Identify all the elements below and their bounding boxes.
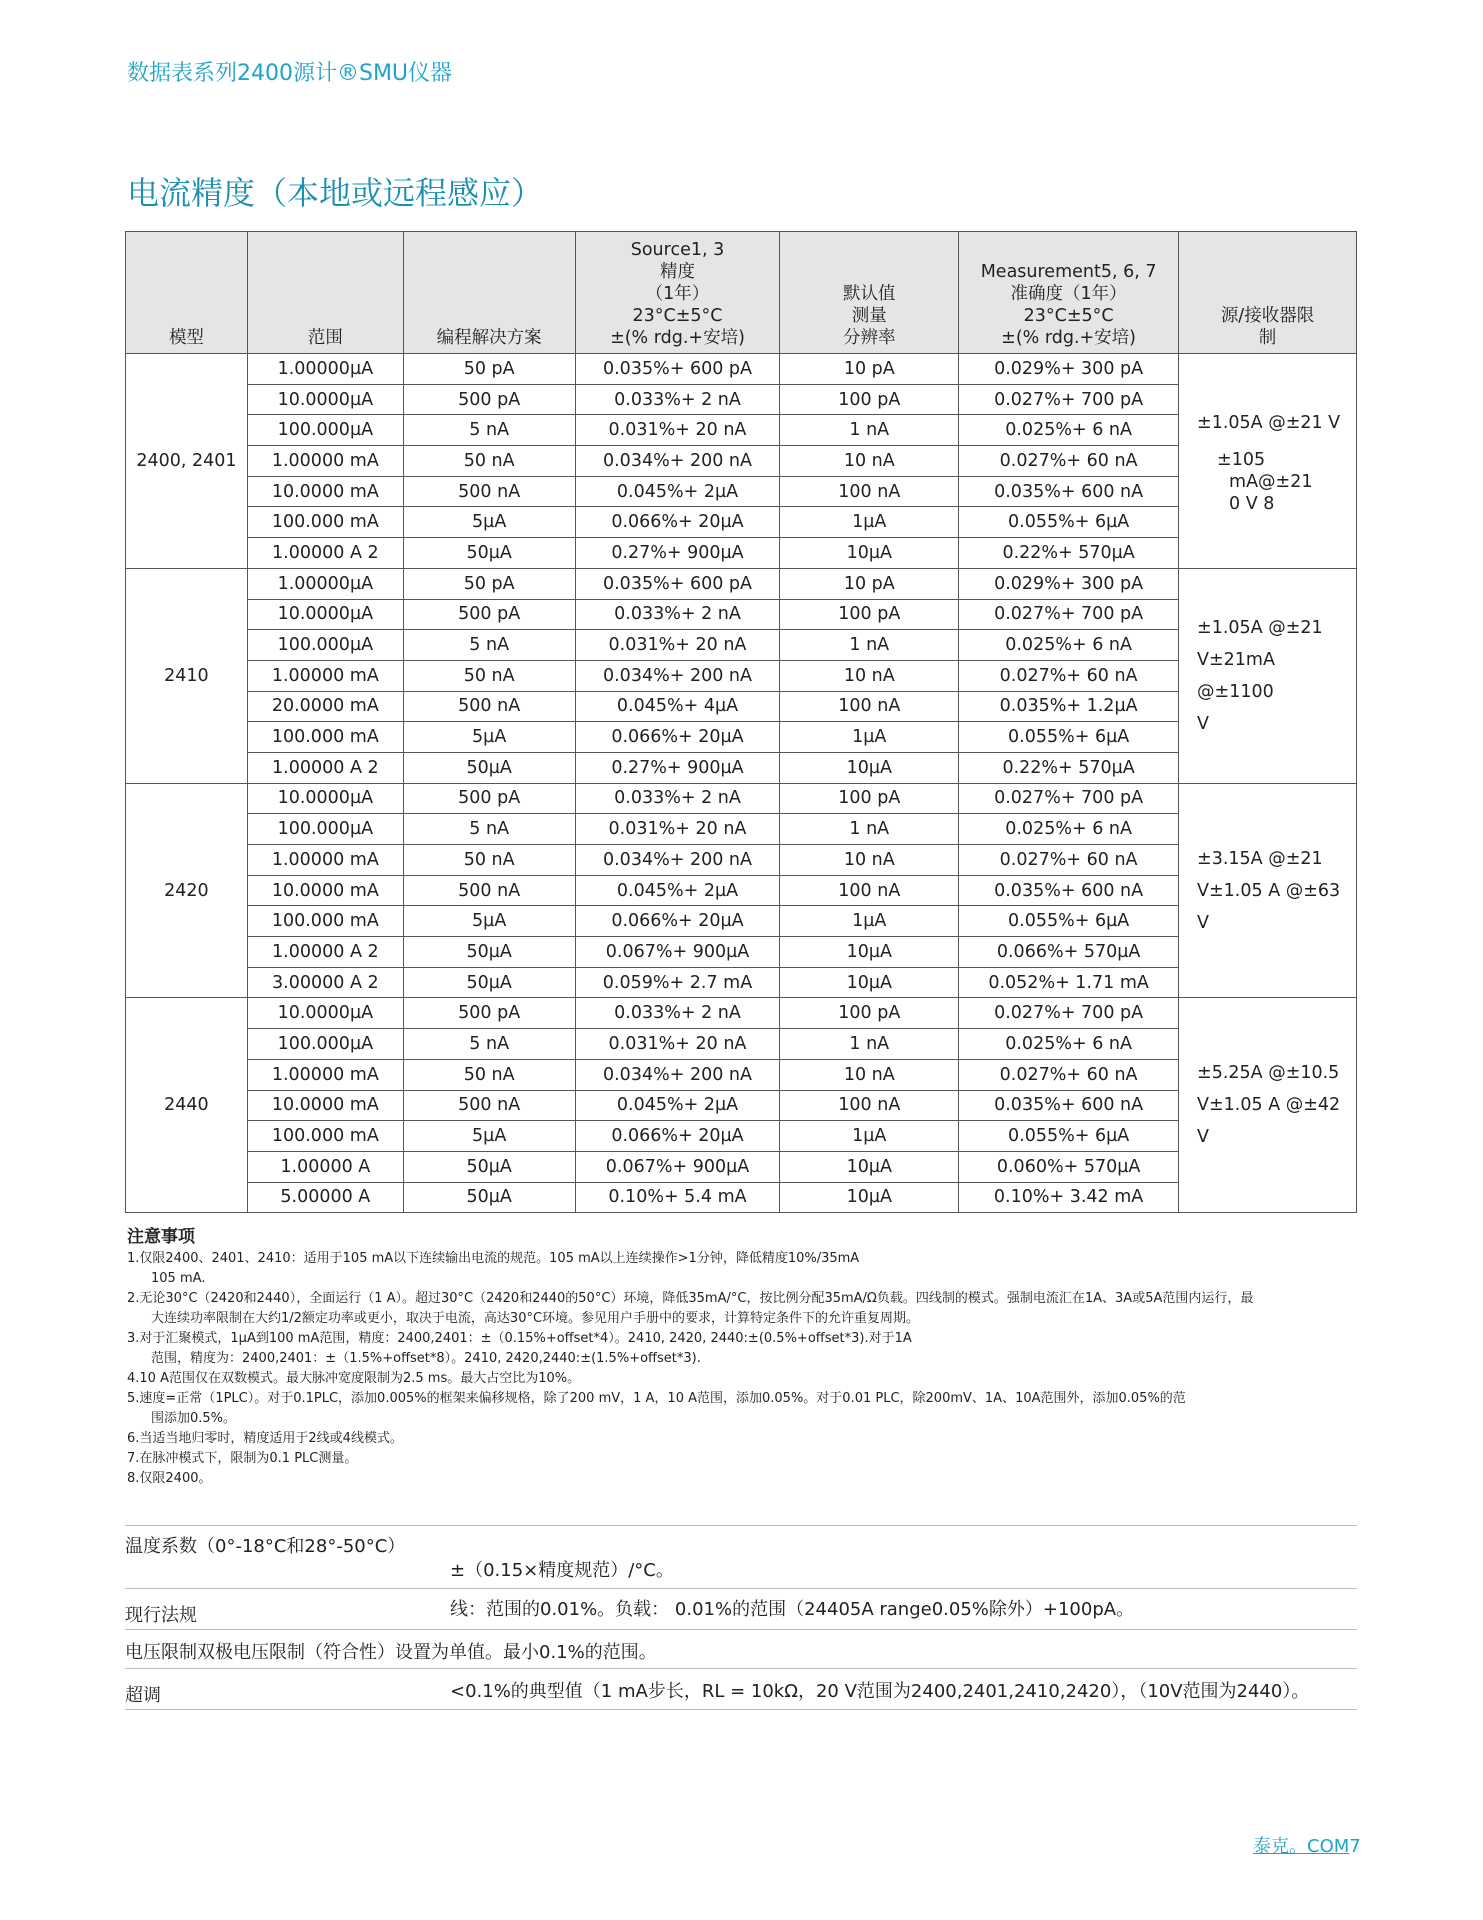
default-resolution-cell: 1µA [780,1121,959,1152]
default-resolution-cell: 100 pA [780,783,959,814]
resolution-cell: 50 nA [403,845,575,876]
resolution-cell: 5 nA [403,1029,575,1060]
default-resolution-cell: 100 pA [780,384,959,415]
note-line: 围添加0.5%。 [151,1411,237,1426]
resolution-cell: 5 nA [403,630,575,661]
range-cell: 1.00000 A 2 [247,538,403,569]
measurement-accuracy-cell: 0.027%+ 60 nA [959,446,1179,477]
spec-row [125,1588,1357,1629]
default-resolution-cell: 10µA [780,1151,959,1182]
resolution-cell: 5 nA [403,814,575,845]
resolution-cell: 500 pA [403,998,575,1029]
range-cell: 20.0000 mA [247,691,403,722]
source-accuracy-cell: 0.033%+ 2 nA [575,783,780,814]
spec-label: 超调 [125,1685,161,1706]
range-cell: 1.00000 mA [247,660,403,691]
source-accuracy-cell: 0.031%+ 20 nA [575,814,780,845]
model-cell: 2400, 2401 [126,354,248,569]
spec-label: 温度系数（0°-18°C和28°-50°C） [125,1536,406,1557]
source-sink-limit-cell [1179,354,1357,569]
limit-line: 0 V 8 [1229,493,1275,514]
header-resolution: 编程解决方案 [403,232,575,354]
table-row [126,630,1357,661]
resolution-cell: 50µA [403,538,575,569]
default-resolution-cell: 1 nA [780,814,959,845]
doc-header: 数据表系列2400源计®SMU仪器 [127,61,453,86]
default-resolution-cell: 100 nA [780,875,959,906]
source-accuracy-cell: 0.045%+ 2µA [575,875,780,906]
default-resolution-cell: 100 nA [780,476,959,507]
default-resolution-cell: 10 pA [780,354,959,385]
resolution-cell: 50µA [403,967,575,998]
default-resolution-cell: 10 nA [780,845,959,876]
default-resolution-cell: 10 nA [780,446,959,477]
resolution-cell: 500 nA [403,691,575,722]
resolution-cell: 50 nA [403,660,575,691]
limit-line: ±1.05A @±21 [1197,617,1323,638]
range-cell: 1.00000 mA [247,845,403,876]
table-row [126,875,1357,906]
table-row [126,814,1357,845]
resolution-cell: 5µA [403,722,575,753]
resolution-cell: 50µA [403,752,575,783]
measurement-accuracy-cell: 0.035%+ 1.2µA [959,691,1179,722]
measurement-accuracy-cell: 0.025%+ 6 nA [959,814,1179,845]
note-line: 2.无论30°C（2420和2440），全面运行（1 A）。超过30°C（2420和2440的50°C）环境，降低35mA/°C，按比例分配35mA/Ω负载。四线制的模式。强制电流汇在1A、3A或5A范围内运行，最 [127,1291,1254,1306]
source-accuracy-cell: 0.031%+ 20 nA [575,1029,780,1060]
table-row [126,354,1357,385]
limit-line: ±105 [1217,449,1266,470]
table-body [126,354,1357,1213]
limit-line: V±1.05 A @±42 [1197,1095,1341,1116]
measurement-accuracy-cell: 0.027%+ 60 nA [959,660,1179,691]
note-line: 7.在脉冲模式下，限制为0.1 PLC测量。 [127,1451,358,1466]
source-accuracy-cell: 0.066%+ 20µA [575,1121,780,1152]
source-sink-limit-cell [1179,568,1357,783]
table-row [126,599,1357,630]
resolution-cell: 50 pA [403,354,575,385]
range-cell: 10.0000 mA [247,476,403,507]
table-row [126,568,1357,599]
table-row [126,967,1357,998]
range-cell: 10.0000 mA [247,1090,403,1121]
source-accuracy-cell: 0.031%+ 20 nA [575,415,780,446]
notes-list [127,1249,1357,1489]
table-row [126,446,1357,477]
resolution-cell: 50µA [403,1182,575,1213]
measurement-accuracy-cell: 0.055%+ 6µA [959,722,1179,753]
header-model: 模型 [126,232,248,354]
table-row [126,538,1357,569]
measurement-accuracy-cell: 0.22%+ 570µA [959,538,1179,569]
table-row [126,384,1357,415]
spec-value: 线：范围的0.01%。负载： 0.01%的范围（24405A range0.05%除外）+100pA。 [450,1599,1135,1620]
note-line: 4.10 A范围仅在双数模式。最大脉冲宽度限制为2.5 ms。最大占空比为10%。 [127,1371,581,1386]
default-resolution-cell: 1µA [780,906,959,937]
model-cell: 2420 [126,783,248,998]
additional-specs [125,1525,1357,1710]
default-resolution-cell: 10 pA [780,568,959,599]
header-source: Source1, 3 精度 （1年） 23°C±5°C ±(% rdg.+安培) [575,232,780,354]
source-accuracy-cell: 0.035%+ 600 pA [575,568,780,599]
resolution-cell: 5 nA [403,415,575,446]
source-accuracy-cell: 0.10%+ 5.4 mA [575,1182,780,1213]
source-accuracy-cell: 0.27%+ 900µA [575,538,780,569]
resolution-cell: 50 nA [403,446,575,477]
range-cell: 1.00000 A 2 [247,752,403,783]
note-line: 5.速度=正常（1PLC）。对于0.1PLC，添加0.005%的框架来偏移规格，除了200 mV，1 A，10 A范围，添加0.05%。对于0.01 PLC，除200mV、1A、10A范围外，添加0.05%的范 [127,1391,1186,1406]
measurement-accuracy-cell: 0.025%+ 6 nA [959,415,1179,446]
source-accuracy-cell: 0.066%+ 20µA [575,722,780,753]
default-resolution-cell: 100 nA [780,1090,959,1121]
table-row [126,906,1357,937]
spec-row [125,1629,1357,1668]
default-resolution-cell: 1 nA [780,1029,959,1060]
measurement-accuracy-cell: 0.055%+ 6µA [959,1121,1179,1152]
range-cell: 3.00000 A 2 [247,967,403,998]
notes-title: 注意事项 [127,1227,195,1247]
default-resolution-cell: 10µA [780,937,959,968]
measurement-accuracy-cell: 0.055%+ 6µA [959,507,1179,538]
note-line: 范围，精度为：2400,2401：±（1.5%+offset*8）。2410, 2420,2440:±(1.5%+offset*3). [151,1351,701,1366]
source-accuracy-cell: 0.066%+ 20µA [575,906,780,937]
default-resolution-cell: 100 nA [780,691,959,722]
range-cell: 100.000 mA [247,1121,403,1152]
spec-row [125,1668,1357,1710]
note-line: 8.仅限2400。 [127,1471,212,1486]
measurement-accuracy-cell: 0.027%+ 700 pA [959,384,1179,415]
range-cell: 1.00000 mA [247,1059,403,1090]
range-cell: 1.00000 mA [247,446,403,477]
source-accuracy-cell: 0.059%+ 2.7 mA [575,967,780,998]
limit-line: V±1.05 A @±63 [1197,880,1341,901]
table-row [126,476,1357,507]
source-accuracy-cell: 0.045%+ 2µA [575,476,780,507]
default-resolution-cell: 1 nA [780,630,959,661]
spec-label: 现行法规 [125,1605,197,1626]
default-resolution-cell: 10 nA [780,1059,959,1090]
measurement-accuracy-cell: 0.027%+ 700 pA [959,998,1179,1029]
resolution-cell: 500 nA [403,875,575,906]
source-accuracy-cell: 0.067%+ 900µA [575,1151,780,1182]
resolution-cell: 50µA [403,1151,575,1182]
table-row [126,783,1357,814]
limit-line: ±5.25A @±10.5 [1197,1063,1340,1084]
table-row [126,1182,1357,1213]
notes-section [127,1227,1357,1489]
source-accuracy-cell: 0.033%+ 2 nA [575,384,780,415]
table-row [126,507,1357,538]
source-sink-limit-cell [1179,783,1357,998]
source-accuracy-cell: 0.033%+ 2 nA [575,998,780,1029]
default-resolution-cell: 10µA [780,967,959,998]
measurement-accuracy-cell: 0.035%+ 600 nA [959,1090,1179,1121]
resolution-cell: 500 pA [403,599,575,630]
note-line: 105 mA. [151,1271,206,1286]
range-cell: 100.000 mA [247,507,403,538]
range-cell: 10.0000 mA [247,875,403,906]
default-resolution-cell: 100 pA [780,998,959,1029]
resolution-cell: 500 nA [403,1090,575,1121]
footer-link[interactable]: 泰克。COM [1253,1836,1350,1857]
source-accuracy-cell: 0.034%+ 200 nA [575,1059,780,1090]
default-resolution-cell: 10 nA [780,660,959,691]
default-resolution-cell: 10µA [780,1182,959,1213]
resolution-cell: 50 pA [403,568,575,599]
measurement-accuracy-cell: 0.055%+ 6µA [959,906,1179,937]
measurement-accuracy-cell: 0.035%+ 600 nA [959,476,1179,507]
measurement-accuracy-cell: 0.035%+ 600 nA [959,875,1179,906]
measurement-accuracy-cell: 0.060%+ 570µA [959,1151,1179,1182]
page-number: 7 [1349,1836,1361,1857]
spec-value: <0.1%的典型值（1 mA步长，RL = 10kΩ，20 V范围为2400,2401,2410,2420），（10V范围为2440）。 [450,1681,1310,1702]
limit-line: ±3.15A @±21 [1197,848,1323,869]
table-row [126,415,1357,446]
note-line: 大连续功率限制在大约1/2额定功率或更小，取决于电流，高达30°C环境。参见用户手册中的要求，计算特定条件下的允许重复周期。 [151,1311,920,1326]
spec-row [125,1525,1357,1588]
range-cell: 100.000 mA [247,722,403,753]
header-default-resolution: 默认值 测量 分辨率 [780,232,959,354]
header-measurement: Measurement5, 6, 7 准确度（1年） 23°C±5°C ±(% rdg.+安培) [959,232,1179,354]
range-cell: 100.000µA [247,630,403,661]
resolution-cell: 500 pA [403,384,575,415]
source-accuracy-cell: 0.045%+ 2µA [575,1090,780,1121]
resolution-cell: 500 pA [403,783,575,814]
source-accuracy-cell: 0.035%+ 600 pA [575,354,780,385]
range-cell: 10.0000µA [247,998,403,1029]
measurement-accuracy-cell: 0.027%+ 60 nA [959,845,1179,876]
resolution-cell: 50µA [403,937,575,968]
range-cell: 10.0000µA [247,384,403,415]
source-accuracy-cell: 0.031%+ 20 nA [575,630,780,661]
resolution-cell: 50 nA [403,1059,575,1090]
measurement-accuracy-cell: 0.029%+ 300 pA [959,568,1179,599]
measurement-accuracy-cell: 0.025%+ 6 nA [959,630,1179,661]
table-row [126,1029,1357,1060]
range-cell: 100.000µA [247,1029,403,1060]
section-title: 电流精度（本地或远程感应） [127,174,544,212]
source-accuracy-cell: 0.034%+ 200 nA [575,446,780,477]
range-cell: 1.00000µA [247,568,403,599]
page-footer [1253,1832,1361,1858]
measurement-accuracy-cell: 0.10%+ 3.42 mA [959,1182,1179,1213]
table-row [126,937,1357,968]
measurement-accuracy-cell: 0.027%+ 700 pA [959,599,1179,630]
table-row [126,722,1357,753]
spec-value: ±（0.15×精度规范）/°C。 [450,1560,674,1581]
source-accuracy-cell: 0.066%+ 20µA [575,507,780,538]
range-cell: 1.00000µA [247,354,403,385]
limit-line: V [1197,1127,1210,1148]
source-accuracy-cell: 0.067%+ 900µA [575,937,780,968]
default-resolution-cell: 1 nA [780,415,959,446]
table-row [126,660,1357,691]
table-row [126,752,1357,783]
default-resolution-cell: 10µA [780,752,959,783]
table-row [126,998,1357,1029]
table-header-row [126,232,1357,354]
measurement-accuracy-cell: 0.22%+ 570µA [959,752,1179,783]
default-resolution-cell: 100 pA [780,599,959,630]
table-row [126,845,1357,876]
range-cell: 1.00000 A [247,1151,403,1182]
resolution-cell: 5µA [403,1121,575,1152]
limit-line: V±21mA @±1100 [1197,649,1275,702]
limit-line: V [1197,713,1210,734]
measurement-accuracy-cell: 0.027%+ 60 nA [959,1059,1179,1090]
measurement-accuracy-cell: 0.027%+ 700 pA [959,783,1179,814]
note-line: 6.当适当地归零时，精度适用于2线或4线模式。 [127,1431,403,1446]
model-cell: 2410 [126,568,248,783]
model-cell: 2440 [126,998,248,1213]
limit-line: V [1197,912,1210,933]
table-row [126,691,1357,722]
source-accuracy-cell: 0.045%+ 4µA [575,691,780,722]
range-cell: 1.00000 A 2 [247,937,403,968]
limit-line: mA@±21 [1229,471,1313,492]
range-cell: 100.000µA [247,814,403,845]
header-limits: 源/接收器限 制 [1179,232,1357,354]
range-cell: 10.0000µA [247,783,403,814]
measurement-accuracy-cell: 0.066%+ 570µA [959,937,1179,968]
table-row [126,1090,1357,1121]
range-cell: 10.0000µA [247,599,403,630]
range-cell: 5.00000 A [247,1182,403,1213]
note-line: 3.对于汇聚模式，1µA到100 mA范围，精度：2400,2401：±（0.15%+offset*4）。2410, 2420, 2440:±(0.5%+offset*3).对于1A [127,1331,912,1346]
limit-line: ±1.05A @±21 V [1197,412,1341,433]
measurement-accuracy-cell: 0.029%+ 300 pA [959,354,1179,385]
table-row [126,1151,1357,1182]
measurement-accuracy-cell: 0.025%+ 6 nA [959,1029,1179,1060]
source-accuracy-cell: 0.27%+ 900µA [575,752,780,783]
source-accuracy-cell: 0.033%+ 2 nA [575,599,780,630]
header-range: 范围 [247,232,403,354]
default-resolution-cell: 1µA [780,507,959,538]
source-sink-limit-cell [1179,998,1357,1213]
note-line: 1.仅限2400、2401、2410：适用于105 mA以下连续输出电流的规范。105 mA以上连续操作>1分钟，降低精度10%/35mA [127,1251,860,1266]
default-resolution-cell: 10µA [780,538,959,569]
measurement-accuracy-cell: 0.052%+ 1.71 mA [959,967,1179,998]
resolution-cell: 5µA [403,906,575,937]
default-resolution-cell: 1µA [780,722,959,753]
source-accuracy-cell: 0.034%+ 200 nA [575,845,780,876]
current-accuracy-table [125,231,1357,1213]
resolution-cell: 500 nA [403,476,575,507]
range-cell: 100.000µA [247,415,403,446]
source-accuracy-cell: 0.034%+ 200 nA [575,660,780,691]
range-cell: 100.000 mA [247,906,403,937]
table-row [126,1059,1357,1090]
spec-label: 电压限制双极电压限制（符合性）设置为单值。最小0.1%的范围。 [125,1642,657,1663]
resolution-cell: 5µA [403,507,575,538]
table-row [126,1121,1357,1152]
